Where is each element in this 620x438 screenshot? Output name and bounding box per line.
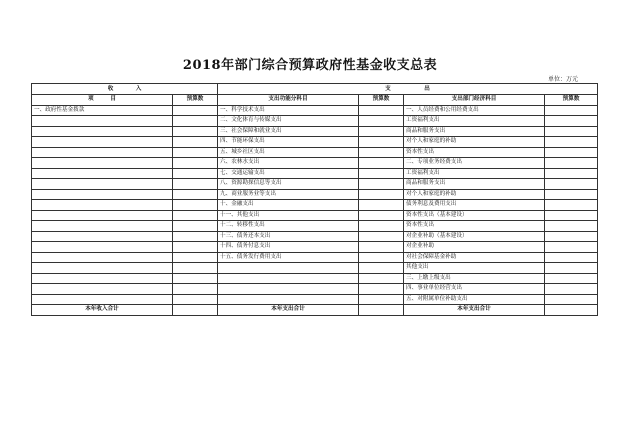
table-row: [32, 231, 598, 242]
table-row: [32, 210, 598, 221]
income-budget-cell: [173, 252, 218, 263]
col-budget-header: 预算数: [545, 95, 598, 106]
func-item-cell: 十四、债务付息支出: [218, 242, 359, 253]
func-budget-cell: [359, 294, 404, 305]
econ-item-cell: 工资福利支出: [404, 116, 545, 127]
econ-item-cell: 资本性支出: [404, 221, 545, 232]
func-budget-cell: [359, 242, 404, 253]
func-budget-cell: [359, 116, 404, 127]
func-total-value: [359, 305, 404, 316]
table-row: [32, 284, 598, 295]
table-row: [32, 221, 598, 232]
econ-budget-cell: [545, 137, 598, 148]
func-item-cell: 四、节能环保支出: [218, 137, 359, 148]
econ-budget-cell: [545, 273, 598, 284]
econ-item-cell: 资本性支出: [404, 147, 545, 158]
income-item-cell: [32, 294, 173, 305]
func-item-cell: 七、交通运输支出: [218, 168, 359, 179]
econ-budget-cell: [545, 158, 598, 169]
income-item-cell: [32, 242, 173, 253]
func-budget-cell: [359, 273, 404, 284]
econ-budget-cell: [545, 231, 598, 242]
income-budget-cell: [173, 200, 218, 211]
income-budget-cell: [173, 116, 218, 127]
func-budget-cell: [359, 210, 404, 221]
table-row: [32, 158, 598, 169]
section-header-row: [32, 84, 598, 95]
func-budget-cell: [359, 263, 404, 274]
econ-budget-cell: [545, 116, 598, 127]
func-total-label: 本年支出合计: [218, 305, 359, 316]
income-budget-cell: [173, 137, 218, 148]
income-budget-cell: [173, 294, 218, 305]
income-item-cell: [32, 200, 173, 211]
income-item-cell: [32, 137, 173, 148]
income-item-cell: [32, 263, 173, 274]
table-row: [32, 252, 598, 263]
func-budget-cell: [359, 168, 404, 179]
econ-budget-cell: [545, 189, 598, 200]
income-item-cell: [32, 210, 173, 221]
table-row: [32, 273, 598, 284]
econ-item-cell: 商品和服务支出: [404, 179, 545, 190]
func-budget-cell: [359, 189, 404, 200]
econ-item-cell: 一、人员经费和公用经费支出: [404, 105, 545, 116]
econ-budget-cell: [545, 221, 598, 232]
income-budget-cell: [173, 105, 218, 116]
income-total-label: 本年收入合计: [32, 305, 173, 316]
econ-budget-cell: [545, 105, 598, 116]
income-budget-cell: [173, 189, 218, 200]
econ-budget-cell: [545, 168, 598, 179]
func-item-cell: 九、商业服务业等支出: [218, 189, 359, 200]
func-budget-cell: [359, 284, 404, 295]
func-item-cell: 一、科学技术支出: [218, 105, 359, 116]
func-budget-cell: [359, 126, 404, 137]
page-title: 2018年部门综合预算政府性基金收支总表: [182, 58, 438, 73]
econ-budget-cell: [545, 200, 598, 211]
func-item-cell: [218, 294, 359, 305]
econ-item-cell: 商品和服务支出: [404, 126, 545, 137]
table-row: [32, 116, 598, 127]
income-item-cell: [32, 221, 173, 232]
table-row: [32, 242, 598, 253]
income-item-cell: [32, 231, 173, 242]
econ-item-cell: 其他支出: [404, 263, 545, 274]
income-budget-cell: [173, 179, 218, 190]
econ-budget-cell: [545, 284, 598, 295]
col-budget-header: 预算数: [173, 95, 218, 106]
table-row: [32, 168, 598, 179]
econ-budget-cell: [545, 126, 598, 137]
table-row: [32, 200, 598, 211]
econ-total-value: [545, 305, 598, 316]
income-budget-cell: [173, 284, 218, 295]
func-item-cell: 十三、债务还本支出: [218, 231, 359, 242]
income-item-cell: [32, 179, 173, 190]
income-total-value: [173, 305, 218, 316]
table-row: [32, 263, 598, 274]
budget-table: [31, 83, 598, 316]
income-item-cell: [32, 189, 173, 200]
econ-item-cell: 五、对附属单位补助支出: [404, 294, 545, 305]
table-row: [32, 179, 598, 190]
econ-budget-cell: [545, 252, 598, 263]
econ-budget-cell: [545, 179, 598, 190]
func-item-cell: 十二、转移性支出: [218, 221, 359, 232]
income-budget-cell: [173, 168, 218, 179]
col-item-header: 项 目: [32, 95, 173, 106]
func-budget-cell: [359, 252, 404, 263]
func-item-cell: 十一、其他支出: [218, 210, 359, 221]
func-item-cell: [218, 284, 359, 295]
econ-budget-cell: [545, 294, 598, 305]
func-budget-cell: [359, 147, 404, 158]
econ-item-cell: 对个人和家庭的补助: [404, 137, 545, 148]
func-item-cell: 二、文化体育与传媒支出: [218, 116, 359, 127]
income-item-cell: [32, 126, 173, 137]
totals-row: [32, 305, 598, 316]
func-budget-cell: [359, 231, 404, 242]
func-item-cell: [218, 273, 359, 284]
column-header-row: [32, 95, 598, 106]
func-budget-cell: [359, 158, 404, 169]
func-item-cell: 十五、债务发行费用支出: [218, 252, 359, 263]
col-func-header: 支出功能分科目: [218, 95, 359, 106]
econ-budget-cell: [545, 147, 598, 158]
econ-budget-cell: [545, 242, 598, 253]
income-budget-cell: [173, 210, 218, 221]
econ-item-cell: 工资福利支出: [404, 168, 545, 179]
func-budget-cell: [359, 200, 404, 211]
func-item-cell: 六、农林水支出: [218, 158, 359, 169]
econ-item-cell: 对企业补助: [404, 242, 545, 253]
income-budget-cell: [173, 147, 218, 158]
econ-item-cell: 对企业补助（基本建设）: [404, 231, 545, 242]
income-budget-cell: [173, 242, 218, 253]
func-budget-cell: [359, 221, 404, 232]
func-item-cell: 十、金融支出: [218, 200, 359, 211]
unit-label: 单位：万元: [547, 76, 578, 83]
expenditure-section-header: 支 出: [218, 84, 598, 95]
func-budget-cell: [359, 105, 404, 116]
income-item-cell: [32, 284, 173, 295]
econ-item-cell: 对个人和家庭的补助: [404, 189, 545, 200]
col-econ-header: 支出部门经济科目: [404, 95, 545, 106]
income-section-header: 收 入: [32, 84, 218, 95]
income-item-cell: [32, 158, 173, 169]
income-budget-cell: [173, 231, 218, 242]
func-item-cell: 五、城乡社区支出: [218, 147, 359, 158]
econ-item-cell: 二、专项业务经费支出: [404, 158, 545, 169]
income-item-cell: [32, 168, 173, 179]
income-item-cell: [32, 252, 173, 263]
col-budget-header: 预算数: [359, 95, 404, 106]
econ-budget-cell: [545, 210, 598, 221]
table-row: [32, 189, 598, 200]
income-item-cell: [32, 147, 173, 158]
income-item-cell: 一、政府性基金拨款: [32, 105, 173, 116]
func-item-cell: [218, 263, 359, 274]
econ-budget-cell: [545, 263, 598, 274]
econ-item-cell: 资本性支出（基本建设）: [404, 210, 545, 221]
econ-item-cell: 对社会保障基金补助: [404, 252, 545, 263]
table-row: [32, 105, 598, 116]
income-item-cell: [32, 273, 173, 284]
func-item-cell: 三、社会保障和就业支出: [218, 126, 359, 137]
income-budget-cell: [173, 221, 218, 232]
econ-total-label: 本年支出合计: [404, 305, 545, 316]
table-row: [32, 137, 598, 148]
econ-item-cell: 债务利息及费用支出: [404, 200, 545, 211]
table-row: [32, 126, 598, 137]
income-budget-cell: [173, 273, 218, 284]
func-budget-cell: [359, 179, 404, 190]
income-budget-cell: [173, 158, 218, 169]
income-budget-cell: [173, 263, 218, 274]
table-row: [32, 147, 598, 158]
income-item-cell: [32, 116, 173, 127]
econ-item-cell: 三、上缴上级支出: [404, 273, 545, 284]
econ-item-cell: 四、事业单位经营支出: [404, 284, 545, 295]
func-item-cell: 八、资源勘探信息等支出: [218, 179, 359, 190]
table-row: [32, 294, 598, 305]
func-budget-cell: [359, 137, 404, 148]
income-budget-cell: [173, 126, 218, 137]
